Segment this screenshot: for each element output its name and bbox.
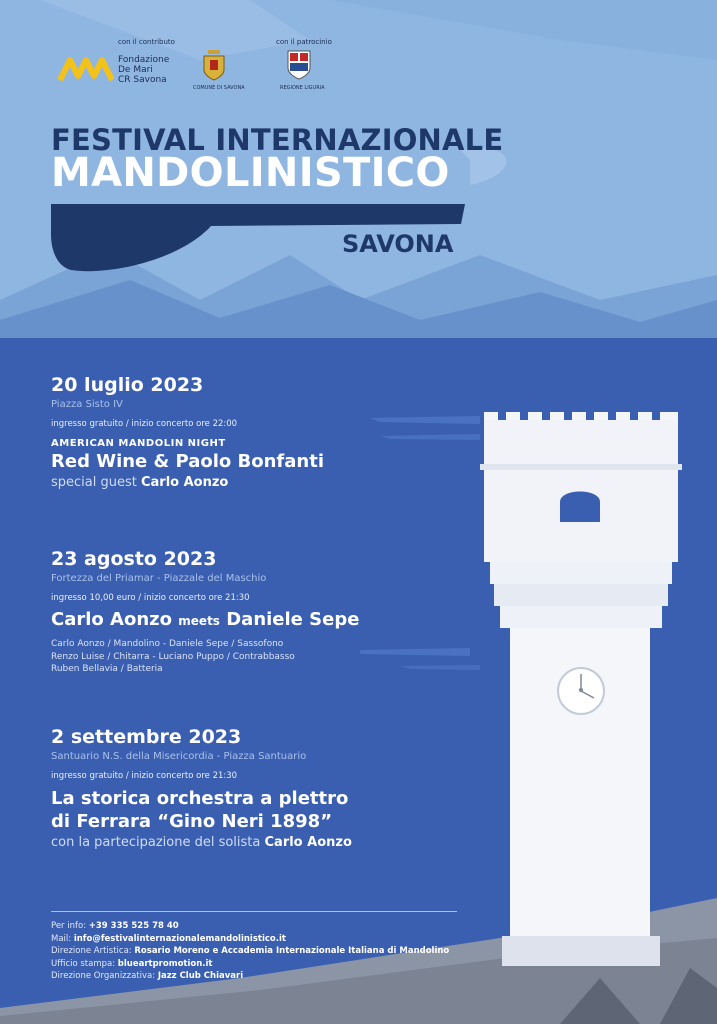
event-1-subline <box>51 475 324 490</box>
event-3-subline <box>51 835 352 850</box>
lineup-line-2: Renzo Luise / Chitarra - Luciano Puppo / Contrabbasso <box>51 651 295 662</box>
event-2-artist-a: Carlo Aonzo <box>51 609 172 630</box>
regione-label: REGIONE LIGURIA <box>280 85 325 91</box>
event-2-info: ingresso 10,00 euro / inizio concerto ore 21:30 <box>51 593 250 603</box>
festival-title-line-2: MANDOLINISTICO <box>51 150 450 196</box>
event-3-headline <box>51 787 352 833</box>
event-1-headline: Red Wine & Paolo Bonfanti <box>51 451 324 472</box>
event-3-headline-line-1: La storica orchestra a plettro <box>51 788 349 809</box>
footer-org-value: Jazz Club Chiavari <box>157 971 244 981</box>
lineup-line-3: Ruben Bellavia / Batteria <box>51 664 163 674</box>
event-2-venue: Fortezza del Priamar - Piazzale del Maschio <box>51 573 267 584</box>
patrocinio-label: con il patrocinio <box>276 38 332 46</box>
footer-mail-label: Mail: <box>51 933 74 944</box>
footer-phone-label: Per info: <box>51 921 89 931</box>
comune-label: COMUNE DI SAVONA <box>193 85 245 91</box>
contributo-label: con il contributo <box>118 38 175 46</box>
fondazione-line-2: De Mari <box>118 65 153 75</box>
regione-liguria-crest-icon <box>285 48 313 82</box>
event-3-date: 2 settembre 2023 <box>51 726 242 748</box>
clock-icon <box>556 665 606 715</box>
event-1-venue: Piazza Sisto IV <box>51 399 123 410</box>
comune-savona-crest-icon <box>200 48 228 82</box>
festival-city: SAVONA <box>342 230 454 258</box>
festival-title-line-1: FESTIVAL INTERNAZIONALE <box>51 123 504 157</box>
event-3 <box>51 726 352 850</box>
footer-press-label: Ufficio stampa: <box>51 958 118 969</box>
footer-phone-value: +39 335 525 78 40 <box>88 921 179 931</box>
footer-divider <box>51 911 457 912</box>
event-1-sub-prefix: special guest <box>51 475 141 490</box>
fondazione-logo-icon <box>58 56 114 82</box>
footer-organization <box>51 970 449 983</box>
fondazione-name <box>118 55 169 85</box>
event-3-info: ingresso gratuito / inizio concerto ore 21:30 <box>51 771 238 781</box>
footer-press-office <box>51 958 449 971</box>
event-3-soloist-name: Carlo Aonzo <box>264 835 352 850</box>
event-2-meets: meets <box>178 614 220 628</box>
event-2-date: 23 agosto 2023 <box>51 548 217 570</box>
footer-mail <box>51 933 449 946</box>
event-2-lineup <box>51 638 359 676</box>
footer-artistic-label: Direzione Artistica: <box>51 946 135 956</box>
lineup-line-1: Carlo Aonzo / Mandolino - Daniele Sepe / Sassofono <box>51 639 284 649</box>
event-1-date: 20 luglio 2023 <box>51 374 204 396</box>
event-3-headline-line-2: di Ferrara “Gino Neri 1898” <box>51 811 333 832</box>
event-1-guest-name: Carlo Aonzo <box>140 475 229 490</box>
fondazione-line-3: CR Savona <box>118 75 167 85</box>
event-1 <box>51 374 324 490</box>
fondazione-line-1: Fondazione <box>118 55 170 65</box>
footer-mail-value: info@festivalinternazionalemandolinistico.it <box>73 933 286 944</box>
event-3-sub-prefix: con la partecipazione del solista <box>51 835 265 850</box>
footer-press-value: blueartpromotion.it <box>117 958 213 969</box>
event-2 <box>51 548 359 676</box>
event-2-headline <box>51 609 359 630</box>
event-1-tag: AMERICAN MANDOLIN NIGHT <box>51 438 226 449</box>
event-1-info: ingresso gratuito / inizio concerto ore 22:00 <box>51 419 238 429</box>
footer-org-label: Direzione Organizzativa: <box>51 971 158 981</box>
event-2-artist-b: Daniele Sepe <box>226 609 360 630</box>
footer-artistic-direction <box>51 945 449 958</box>
event-3-venue: Santuario N.S. della Misericordia - Piazza Santuario <box>51 751 307 762</box>
footer-info <box>51 920 449 983</box>
footer-artistic-value: Rosario Moreno e Accademia Internazionale Italiana di Mandolino <box>134 946 450 956</box>
footer-phone <box>51 920 449 933</box>
header-section <box>0 0 717 338</box>
